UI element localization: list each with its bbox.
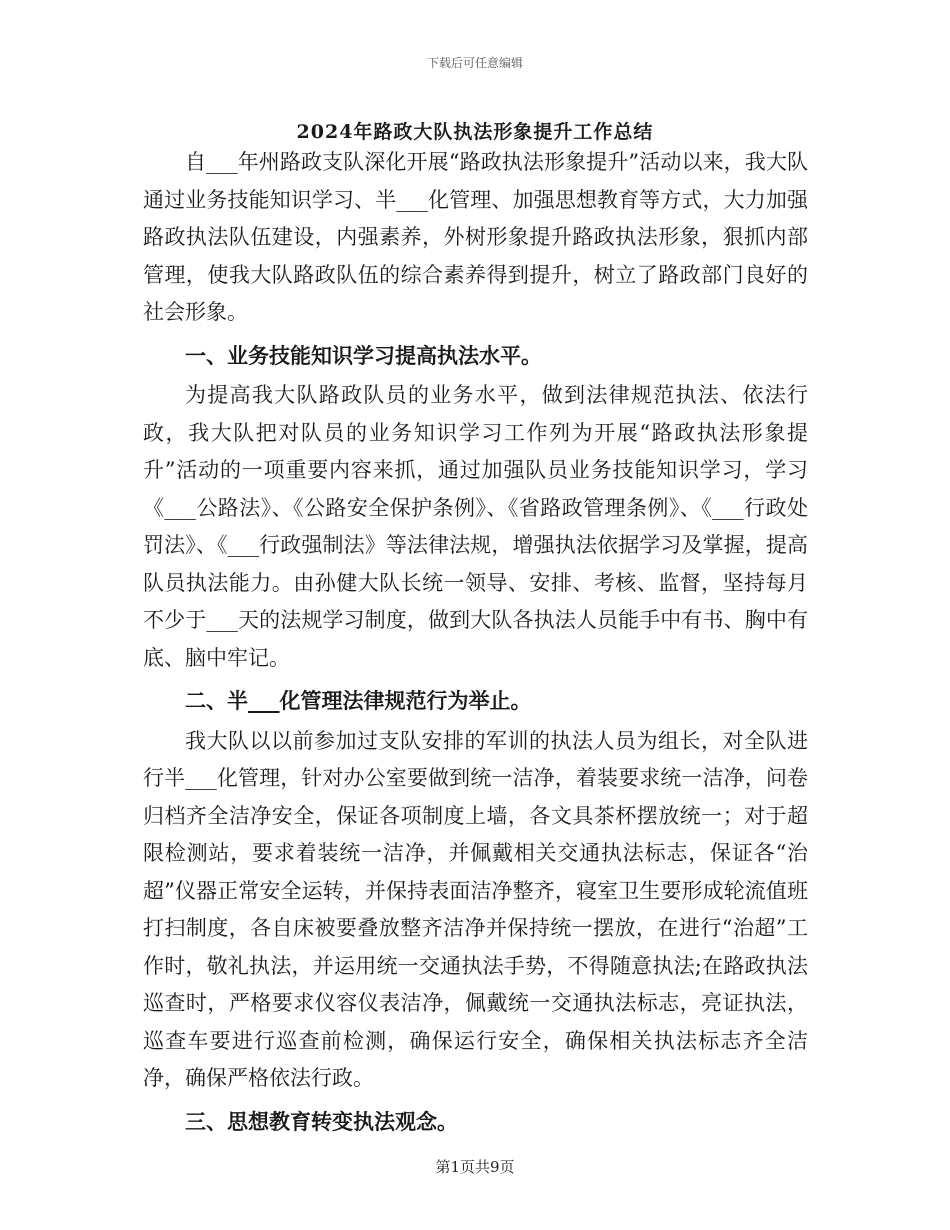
section-heading-3: 三、思想教育转变执法观念。 [185,1108,458,1134]
document-title: 2024年路政大队执法形象提升工作总结 [296,121,654,143]
section-heading-1: 一、业务技能知识学习提高执法水平。 [185,342,542,368]
document-body [143,144,808,1143]
section-paragraph-2: 我大队以以前参加过支队安排的军训的执法人员为组长，对全队进行半___化管理，针对办公室要做到统一洁净，着装要求统一洁净，问卷归档齐全洁净安全，保证各项制度上墙，各文具茶杯摆放统一；对于超限检测站，要求着装统一洁净，并佩戴相关交通执法标志，保证各“治超”仪器正常安全运转，并保持表面洁净整齐，寝室卫生要形成轮流值班打扫制度，各自床被要叠放整齐洁净并保持统一摆放，在进行“治超”工作时，敬礼执法，并运用统一交通执法手势，不得随意执法;在路政执法巡查时，严格要求仪容仪表洁净，佩戴统一交通执法标志，亮证执法，巡查车要进行巡查前检测，确保运行安全，确保相关执法标志齐全洁净，确保严格依法行政。 [143,728,808,1090]
header-note: 下载后可任意编辑 [426,56,523,70]
section-heading-2: 二、半___化管理法律规范行为举止。 [185,688,532,713]
page-footer: 第1页共9页 [435,1158,515,1176]
section-paragraph-1: 为提高我大队路政队员的业务水平，做到法律规范执法、依法行政，我大队把对队员的业务知识学习工作列为开展“路政执法形象提升”活动的一项重要内容来抓，通过加强队员业务技能知识学习，学习《___公路法》、《公路安全保护条例》、《省路政管理条例》、《___行政处罚法》、《___行政强制法》等法律法规，增强执法依据学习及掌握，提高队员执法能力。由孙健大队长统一领导、安排、考核、监督，坚持每月不少于___天的法规学习制度，做到大队各执法人员能手中有书、胸中有底、脑中牢记。 [143,383,808,670]
intro-paragraph: 自___年州路政支队深化开展“路政执法形象提升”活动以来，我大队通过业务技能知识学习、半___化管理、加强思想教育等方式，大力加强路政执法队伍建设，内强素养，外树形象提升路政执法形象，狠抓内部管理，使我大队路政队伍的综合素养得到提升，树立了路政部门良好的社会形象。 [143,150,808,324]
